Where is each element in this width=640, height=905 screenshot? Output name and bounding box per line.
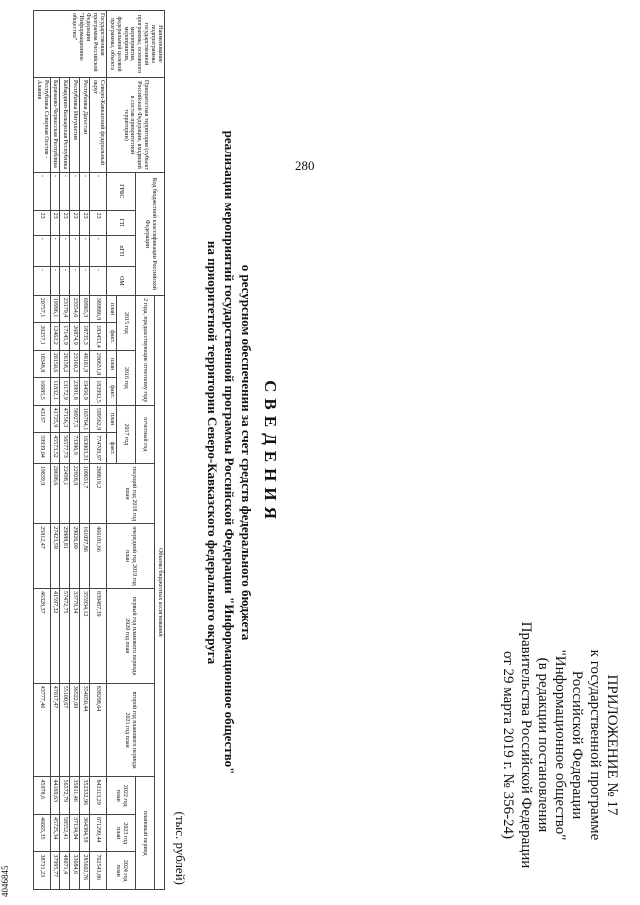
code-cell: - (80, 235, 90, 266)
territory-cell: Кабардино-Балкарская Республика (60, 78, 70, 173)
value-cell: 871299,44 (90, 814, 107, 851)
value-cell: 57472,75 (60, 589, 70, 684)
document-title: СВЕДЕНИЯ (261, 380, 280, 525)
appendix-line: Правительства Российской Федерации (517, 621, 534, 869)
value-cell: 288819,2 (90, 463, 107, 523)
code-cell: - (50, 173, 60, 211)
value-cell: 59939,04 (33, 433, 50, 464)
value-cell: 23179,4 (60, 295, 70, 323)
code-cell: - (70, 235, 80, 266)
value-cell: 25812,47 (33, 524, 50, 589)
code-cell: 23 (80, 210, 90, 235)
col-header-plan: план (106, 295, 116, 323)
value-cell: 46665,35 (33, 814, 50, 851)
value-cell: 26874,9 (70, 323, 80, 351)
territory-cell: Республика Северная Осетия - Алания (33, 78, 50, 173)
value-cell: 20150,6 (50, 350, 60, 378)
document-heading (203, 40, 280, 865)
territory-cell: Карачаево-Черкесская Республика (50, 78, 60, 173)
code-cell: 23 (70, 210, 80, 235)
value-cell: 16685,5 (33, 378, 50, 406)
value-cell: 389886,9 (90, 295, 107, 323)
value-cell: 838298,64 (90, 683, 107, 777)
heading-line: о ресурсном обеспечении за счет средств федерального бюджета (239, 264, 254, 641)
value-cell: 839487,39 (90, 589, 107, 684)
code-cell: - (90, 173, 107, 211)
code-cell: - (90, 235, 107, 266)
territory-cell: Республика Ингушетия (70, 78, 80, 173)
value-cell: 48071,4 (60, 852, 70, 890)
code-cell: - (80, 267, 90, 296)
value-cell: 182992,5 (90, 378, 107, 406)
code-cell: 23 (90, 210, 107, 235)
col-header-volumes: Объемы бюджетных ассигнований (155, 295, 165, 889)
appendix-line: ПРИЛОЖЕНИЕ № 17 (604, 674, 620, 816)
col-header-plan: план (106, 405, 116, 433)
code-cell: - (60, 235, 70, 266)
territory-cell: Северо-Кавказский федеральный округ (90, 78, 107, 173)
col-header-planned-period: плановый период (135, 777, 154, 890)
col-header-2016: 2016 год (116, 350, 135, 405)
code-cell: 23 (60, 210, 70, 235)
value-cell: 43777,46 (33, 683, 50, 777)
col-header-first-plan-year: первый год планового периода 2020 год план (106, 589, 154, 684)
value-cell: 20698,6 (50, 463, 60, 523)
document-code: 4046845 (0, 865, 10, 897)
value-cell: 22928,9 (70, 463, 80, 523)
value-cell: 69965,3 (80, 295, 90, 323)
appendix-line: Российской Федерации (569, 670, 586, 820)
code-cell: - (50, 267, 60, 296)
code-cell: - (33, 173, 50, 211)
territory-cell: Республика Дагестан (80, 78, 90, 173)
heading-line: на приоритетной территории Северо-Кавказского федерального округа (205, 240, 221, 665)
value-cell: 19456,9 (80, 378, 90, 406)
col-header-om: ОМ (106, 267, 135, 296)
value-cell: 29026,09 (70, 524, 80, 589)
value-cell: 702543,86 (90, 852, 107, 890)
value-cell: 37134,94 (70, 814, 80, 851)
value-cell: 109031,7 (80, 463, 90, 523)
col-header-2023: 2023 год план (106, 814, 135, 851)
code-cell: - (70, 267, 80, 296)
col-header-2015: 2015 год (116, 295, 135, 350)
col-header-2017: 2017 год (116, 405, 135, 463)
code-cell: - (60, 173, 70, 211)
code-cell: - (33, 235, 50, 266)
value-cell: 161097,86 (80, 524, 90, 589)
table-row (60, 11, 70, 890)
value-cell: 23991,8 (70, 378, 80, 406)
col-header-grbs: ГРБС (106, 173, 135, 211)
table-row (80, 11, 90, 890)
value-cell: 47017,47 (50, 683, 60, 777)
value-cell: 44169,63 (50, 777, 60, 814)
col-header-territory: Приоритетная территория (субъект Российской Федерации, входящий в состав приоритетной территории) (106, 78, 164, 173)
value-cell: 41597,32 (50, 589, 60, 684)
value-cell: 774709,97 (90, 433, 107, 464)
value-cell: 37995,77 (50, 852, 60, 890)
code-cell: - (33, 267, 50, 296)
value-cell: 45978,6 (33, 777, 50, 814)
code-cell: - (70, 173, 80, 211)
value-cell: 163003,31 (80, 433, 90, 464)
value-cell: 19839,9 (33, 463, 50, 523)
value-cell: 285602,76 (80, 852, 90, 890)
value-cell: 842113,29 (90, 777, 107, 814)
code-cell: - (50, 235, 60, 266)
value-cell: 18735,3 (80, 323, 90, 351)
value-cell: 38731,23 (33, 852, 50, 890)
appendix-line: к государственной программе (586, 649, 603, 841)
col-header-plan: план (106, 350, 116, 378)
value-cell: 56572,79 (60, 777, 70, 814)
col-header-name: Наименование подпрограммы государственной программы, основного мероприятия, мероприятия, федеральной целевой программы, объекта (106, 11, 164, 78)
table-row (90, 11, 107, 890)
appendix-line: "Информационное общество" (552, 649, 569, 841)
value-cell: 599562,9 (90, 405, 107, 433)
col-header-2024: 2024 год план (106, 852, 135, 890)
value-cell: 73396,9 (70, 433, 80, 464)
appendix-line: (в редакции постановления (535, 657, 551, 833)
budget-table (33, 10, 165, 890)
value-cell: 58552,41 (60, 814, 70, 851)
value-cell: 33779,34 (70, 589, 80, 684)
value-cell: 46328,37 (33, 589, 50, 684)
col-header-fact: факт. (106, 323, 116, 351)
value-cell: 26158,2 (60, 350, 70, 378)
col-header-gp: ГП (106, 210, 135, 235)
col-header-next-year: очередной год 2019 год план (106, 524, 154, 589)
value-cell: 22498,1 (60, 463, 70, 523)
table-row (50, 11, 60, 890)
value-cell: 354050,44 (80, 683, 90, 777)
col-header-prev-years: 2 года, предшествующие отчетному году (135, 295, 154, 405)
value-cell: 12462,2 (50, 323, 60, 351)
value-cell: 48181,9 (80, 350, 90, 378)
value-cell: 13172,9 (60, 378, 70, 406)
col-header-current-year: текущий год 2018 год план (106, 463, 154, 523)
value-cell: 36522,09 (70, 683, 80, 777)
value-cell: 47156,3 (60, 405, 70, 433)
value-cell: 35811,46 (70, 777, 80, 814)
table-row (33, 11, 50, 890)
value-cell: 352332,96 (80, 777, 90, 814)
col-header-fact: факт. (106, 378, 116, 406)
value-cell: 23160,2 (70, 350, 80, 378)
value-cell: 355934,12 (80, 589, 90, 684)
value-cell: 290651,8 (90, 350, 107, 378)
col-header-pgp: пГП (106, 235, 135, 266)
value-cell: 45573,52 (50, 433, 60, 464)
value-cell: 41725,9 (50, 405, 60, 433)
code-cell: - (90, 267, 107, 296)
col-header-second-plan-year: второй год планового периода 2021 год план (106, 683, 154, 777)
value-cell: 20257,1 (33, 323, 50, 351)
value-cell: 29888,81 (60, 524, 70, 589)
value-cell: 466181,66 (90, 524, 107, 589)
col-header-report-year: отчетный год (135, 405, 154, 463)
code-cell: 23 (33, 210, 50, 235)
col-header-2022: 2022 год план (106, 777, 135, 814)
program-name-cell: Государственная программа Российской Федерации "Информационное общество" (33, 11, 106, 78)
value-cell: 11832,1 (50, 378, 60, 406)
units-label: (тыс. рублей) (173, 811, 188, 885)
value-cell: 183453,4 (90, 323, 107, 351)
col-header-code-group: Код бюджетной классификации Российской Федерации (135, 173, 164, 296)
value-cell: 19996,1 (50, 295, 60, 323)
code-cell: - (60, 267, 70, 296)
col-header-fact: факт. (106, 433, 116, 464)
page-number: 280 (295, 158, 315, 173)
value-cell: 163764,1 (80, 405, 90, 433)
value-cell: 23354,6 (70, 295, 80, 323)
value-cell: 27423,59 (50, 524, 60, 589)
value-cell: 18348,8 (33, 350, 50, 378)
value-cell: 33684,6 (70, 852, 80, 890)
value-cell: 20757,1 (33, 295, 50, 323)
value-cell: 56577,73 (60, 433, 70, 464)
table-row (70, 11, 80, 890)
value-cell: 58927,5 (70, 405, 80, 433)
appendix-line: от 29 марта 2019 г. № 356-24) (500, 650, 517, 840)
value-cell: 45725,34 (50, 814, 60, 851)
appendix-header (499, 615, 620, 875)
heading-line: реализации мероприятий государственной программы Российской Федерации "Информационное общество" (222, 130, 238, 775)
table-body (33, 11, 106, 890)
value-cell: 55100,67 (60, 683, 70, 777)
code-cell: 23 (50, 210, 60, 235)
value-cell: 17145,9 (60, 323, 70, 351)
value-cell: 364384,59 (80, 814, 90, 851)
value-cell: 43137 (33, 405, 50, 433)
code-cell: - (80, 173, 90, 211)
